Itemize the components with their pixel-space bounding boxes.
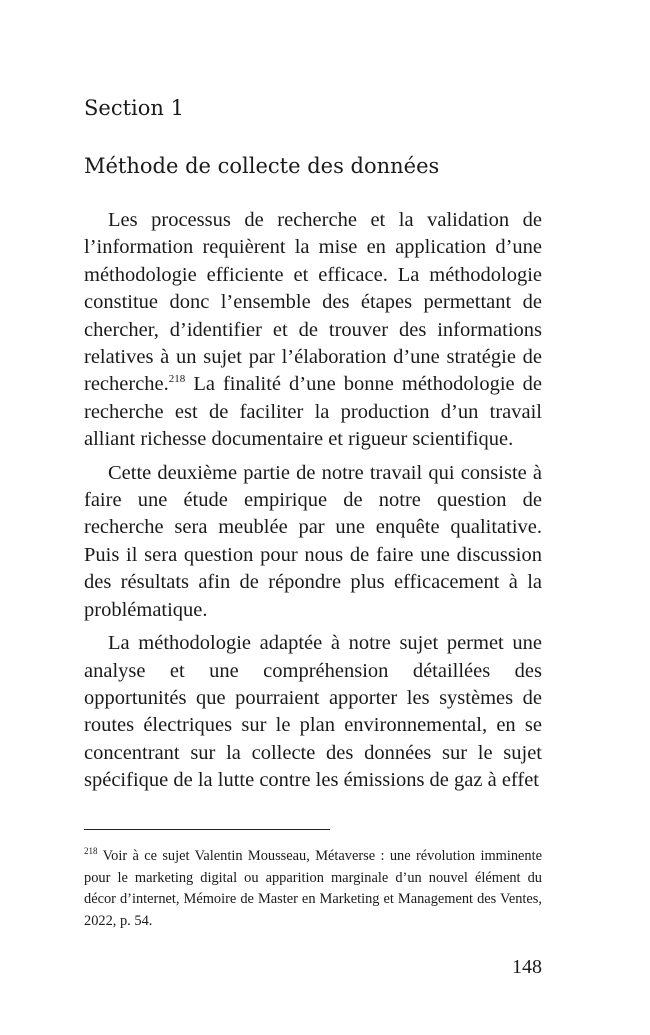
footnote-number: 218 [84,846,98,857]
paragraph-1-continuation: La finalité d’une bonne méthodologie de recherche est de faciliter la production d’un travail alliant richesse documentaire et rigueur scientifique. [84,373,542,451]
page-number: 148 [512,956,542,978]
body-text [84,207,542,801]
section-label: Section 1 [84,96,184,120]
paragraph-1 [84,207,542,454]
footnote [84,846,542,932]
paragraph-3: La méthodologie adaptée à notre sujet permet une analyse et une compréhension détaillées des opportunités que pourraient apporter les systèmes de routes électriques sur le plan environnemental, en se concentrant sur la collecte des données sur le sujet spécifique de la lutte contre les émissions de gaz à effet [84,632,542,792]
footnote-reference[interactable]: 218 [168,373,186,386]
footnote-text: Voir à ce sujet Valentin Mousseau, Métaverse : une révolution imminente pour le marketing digital ou apparition marginale d’un nouvel élément du décor d’internet, Mémoire de Master en Marketing et Management des Ventes, 2022, p. 54. [84,848,542,929]
paragraph-1-text: Les processus de recherche et la validation de l’information requièrent la mise en application d’une méthodologie efficiente et efficace. La méthodologie constitue donc l’ensemble des étapes permettant de chercher, d’identifier et de trouver des informations relatives à un sujet par l’élaboration d’une stratégie de recherche. [84,209,542,396]
paragraph-2: Cette deuxième partie de notre travail qui consiste à faire une étude empirique de notre question de recherche sera meublée par une enquête qualitative. Puis il sera question pour nous de faire une discussion des résultats afin de répondre plus efficacement à la problématique. [84,461,542,621]
section-title: Méthode de collecte des données [84,154,440,178]
document-page [84,0,542,1035]
footnote-separator [84,829,330,830]
